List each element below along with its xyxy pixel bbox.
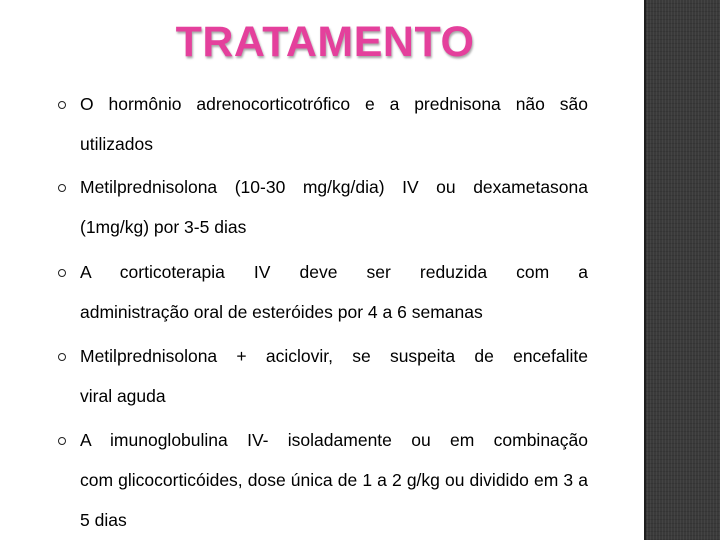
bullet-continuation: utilizados (80, 134, 153, 154)
circle-outline-icon (58, 437, 66, 445)
bullet-text (80, 252, 588, 332)
bullet-line: A imunoglobulina IV- isoladamente ou em combinação (80, 430, 588, 450)
circle-outline-icon (58, 269, 66, 277)
bullet-line: Metilprednisolona (10-30 mg/kg/dia) IV ou dexametasona (80, 177, 588, 197)
bullet-text (80, 420, 588, 540)
circle-outline-icon (58, 353, 66, 361)
bullet-continuation: (1mg/kg) por 3-5 dias (80, 217, 247, 237)
bullet-continuation: administração oral de esteróides por 4 a 6 semanas (80, 302, 483, 322)
bullet-text (80, 84, 588, 164)
bullet-line: Metilprednisolona + aciclovir, se suspeita de encefalite (80, 346, 588, 366)
bullet-line: A corticoterapia IV deve ser reduzida com a (80, 262, 588, 282)
bullet-continuation: viral aguda (80, 386, 166, 406)
bullet-text (80, 167, 588, 247)
decorative-sidebar (644, 0, 720, 540)
slide-title: TRATAMENTO (175, 18, 475, 66)
circle-outline-icon (58, 101, 66, 109)
sidebar-divider (644, 0, 646, 540)
bullet-text (80, 336, 588, 416)
circle-outline-icon (58, 184, 66, 192)
bullet-line: O hormônio adrenocorticotrófico e a prednisona não são (80, 94, 588, 114)
bullet-continuation: com glicocorticóides, dose única de 1 a 2 g/kg ou dividido em 3 a 5 dias (80, 470, 588, 530)
